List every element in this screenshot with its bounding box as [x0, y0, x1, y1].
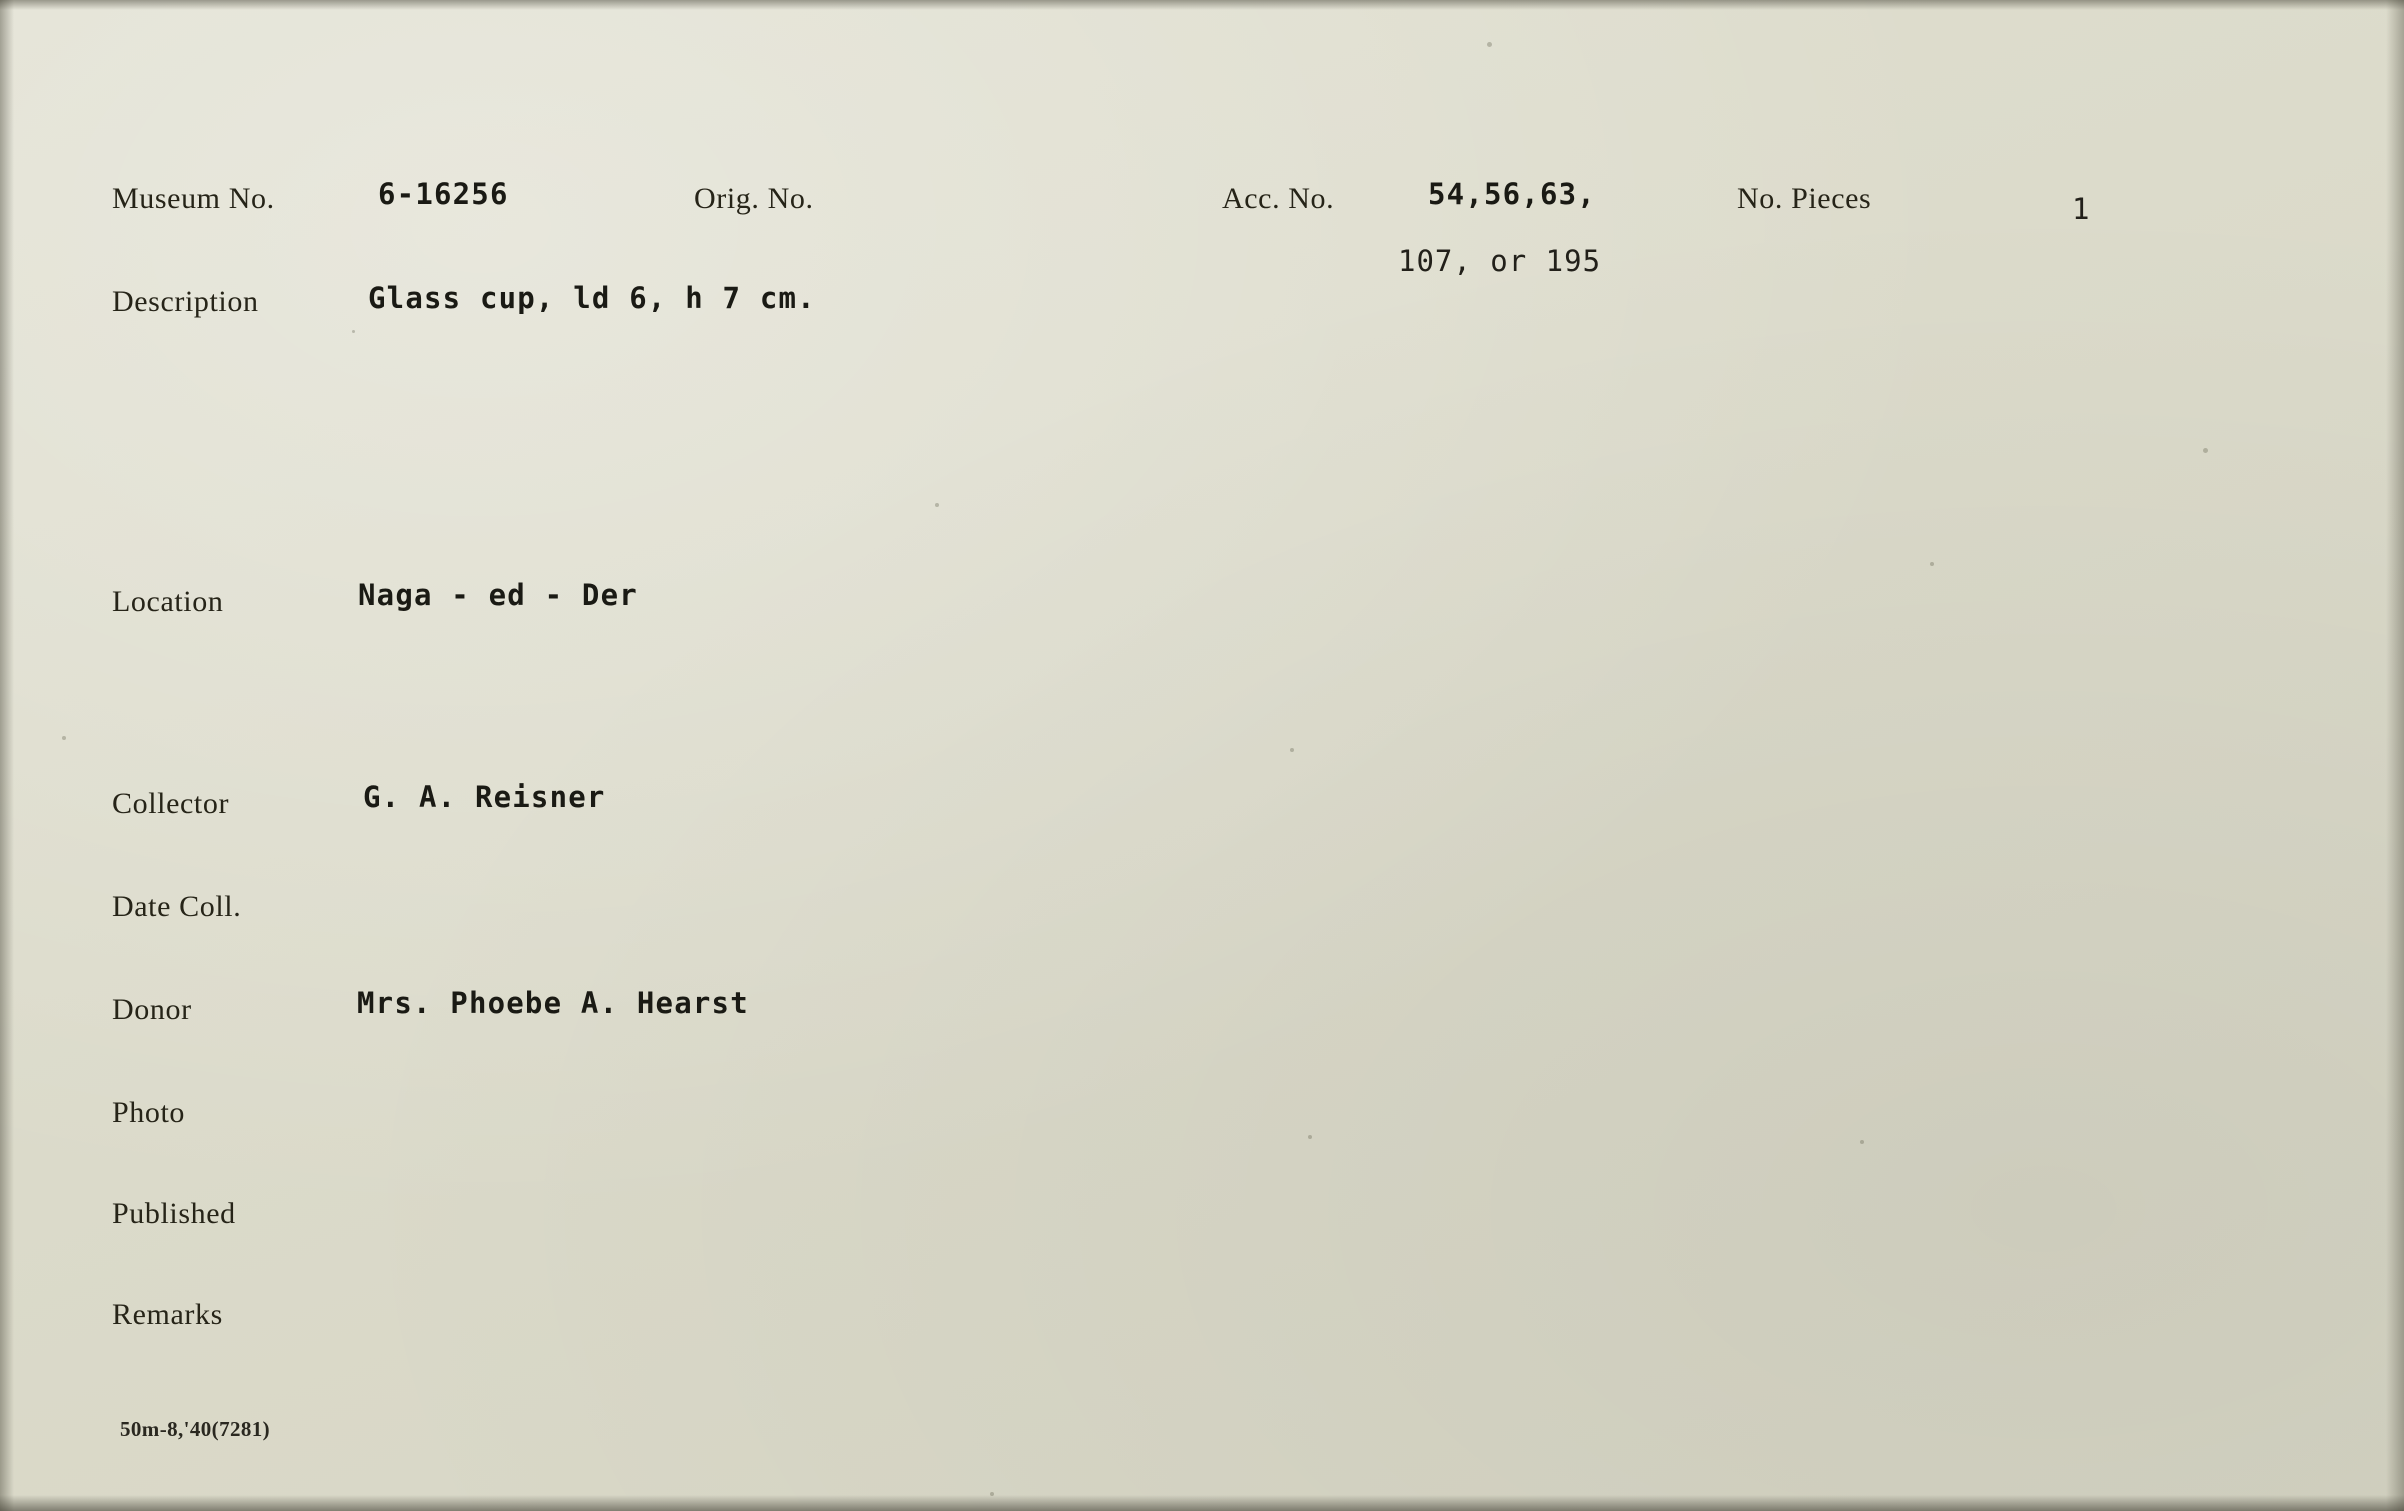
paper-speckle [1860, 1140, 1864, 1144]
card-edge-bottom [0, 1495, 2404, 1511]
date-coll-label: Date Coll. [112, 890, 242, 923]
description-value: Glass cup, ld 6, h 7 cm. [368, 281, 816, 315]
orig-no-label: Orig. No. [694, 182, 814, 215]
remarks-label: Remarks [112, 1298, 223, 1331]
description-label: Description [112, 285, 259, 318]
collector-value: G. A. Reisner [363, 780, 606, 814]
paper-speckle [1290, 748, 1294, 752]
acc-no-label: Acc. No. [1222, 182, 1335, 215]
location-value: Naga - ed - Der [358, 578, 638, 612]
paper-speckle [1930, 562, 1934, 566]
donor-value: Mrs. Phoebe A. Hearst [357, 986, 749, 1020]
paper-speckle [1487, 42, 1492, 47]
paper-speckle [62, 736, 66, 740]
location-label: Location [112, 585, 224, 618]
no-pieces-value: 1 [2072, 192, 2091, 226]
collector-label: Collector [112, 787, 230, 820]
published-label: Published [112, 1197, 236, 1230]
donor-label: Donor [112, 993, 192, 1026]
form-code: 50m-8,'40(7281) [120, 1417, 271, 1441]
museum-no-label: Museum No. [112, 182, 275, 215]
paper-speckle [1308, 1135, 1312, 1139]
acc-no-value-line1: 54,56,63, [1428, 177, 1596, 211]
paper-speckle [2203, 448, 2208, 453]
acc-no-value-line2: 107, or 195 [1398, 244, 1602, 278]
photo-label: Photo [112, 1096, 186, 1129]
no-pieces-label: No. Pieces [1737, 182, 1872, 215]
museum-no-value: 6-16256 [378, 177, 509, 211]
card-edge-top [0, 0, 2404, 10]
paper-speckle [352, 330, 355, 333]
paper-speckle [935, 503, 939, 507]
card-edge-left [0, 0, 14, 1511]
card-edge-right [2386, 0, 2404, 1511]
